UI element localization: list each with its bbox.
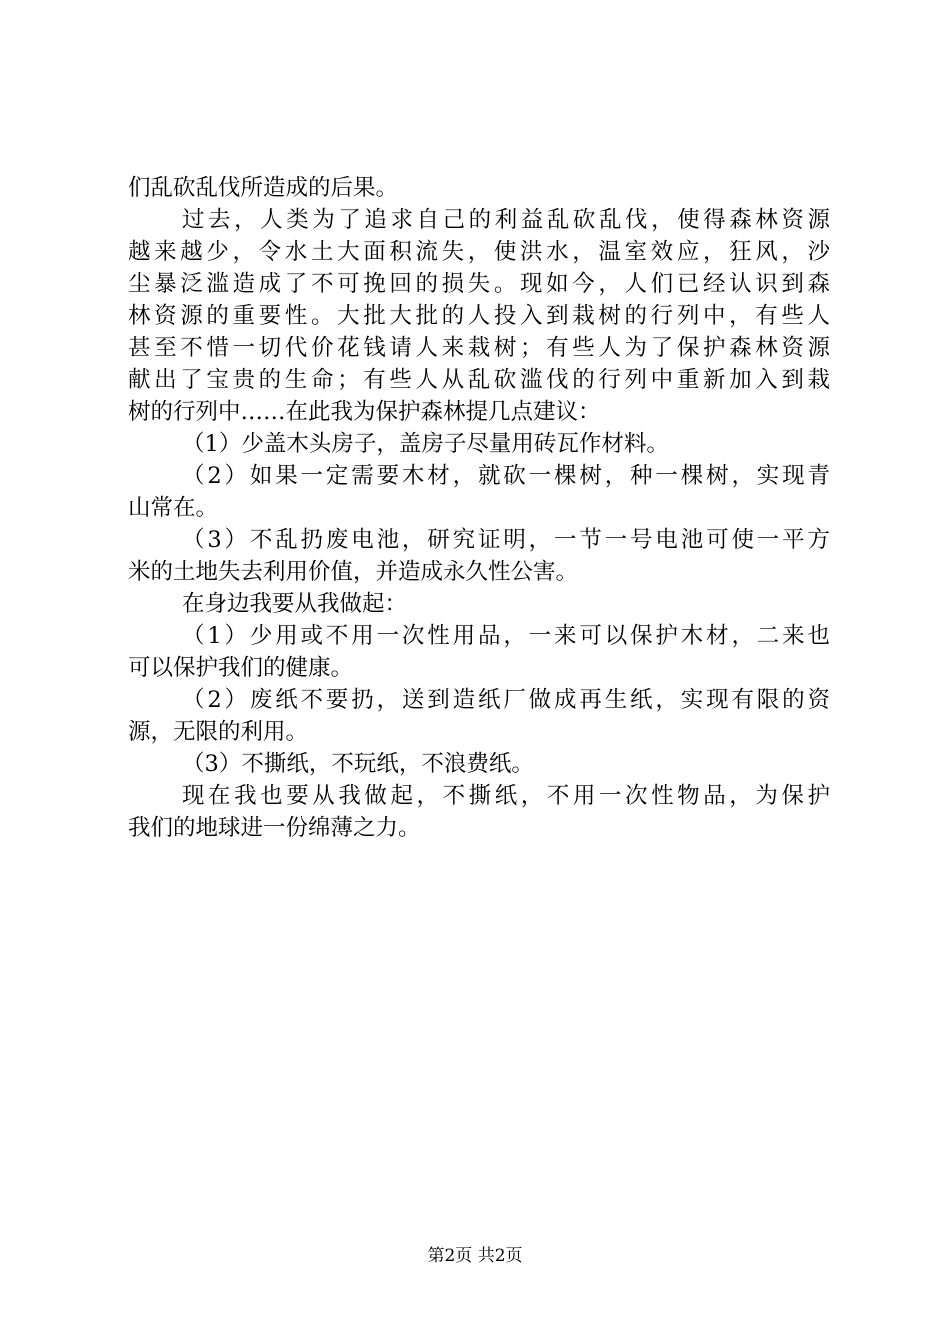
text-line: 米的土地失去利用价值，并造成永久性公害。	[128, 559, 579, 585]
text-line: 甚至不惜一切代价花钱请人来栽树；有些人为了保护森林资源	[128, 335, 830, 361]
paragraph-first-line: 现在我也要从我做起，不撕纸，不用一次性物品，为保护	[182, 783, 830, 809]
text-line: 源，无限的利用。	[128, 719, 309, 745]
list-item: （1）少用或不用一次性用品，一来可以保护木材，二来也	[182, 623, 830, 649]
paragraph-first-line: 在身边我要从我做起：	[182, 591, 408, 617]
paragraph-first-line: 过去，人类为了追求自己的利益乱砍乱伐，使得森林资源	[182, 207, 830, 233]
text-line: 越来越少，令水土大面积流失，使洪水，温室效应，狂风，沙	[128, 239, 830, 265]
text-line: 们乱砍乱伐所造成的后果。	[128, 175, 399, 201]
text-line: 可以保护我们的健康。	[128, 655, 354, 681]
list-item: （3）不乱扔废电池，研究证明，一节一号电池可使一平方	[182, 527, 830, 553]
text-line: 山常在。	[128, 495, 219, 521]
list-item: （1）少盖木头房子，盖房子尽量用砖瓦作材料。	[182, 431, 669, 457]
page-number: 第2页 共2页	[427, 1246, 523, 1266]
list-item: （3）不撕纸，不玩纸，不浪费纸。	[182, 751, 534, 777]
text-line: 献出了宝贵的生命；有些人从乱砍滥伐的行列中重新加入到栽	[128, 367, 830, 393]
text-line: 尘暴泛滥造成了不可挽回的损失。现如今，人们已经认识到森	[128, 271, 830, 297]
list-item: （2）如果一定需要木材，就砍一棵树，种一棵树，实现青	[182, 463, 830, 489]
text-line: 我们的地球进一份绵薄之力。	[128, 815, 421, 841]
text-line: 树的行列中……在此我为保护森林提几点建议：	[128, 399, 601, 425]
text-line: 林资源的重要性。大批大批的人投入到栽树的行列中，有些人	[128, 303, 830, 329]
list-item: （2）废纸不要扔，送到造纸厂做成再生纸，实现有限的资	[182, 687, 830, 713]
